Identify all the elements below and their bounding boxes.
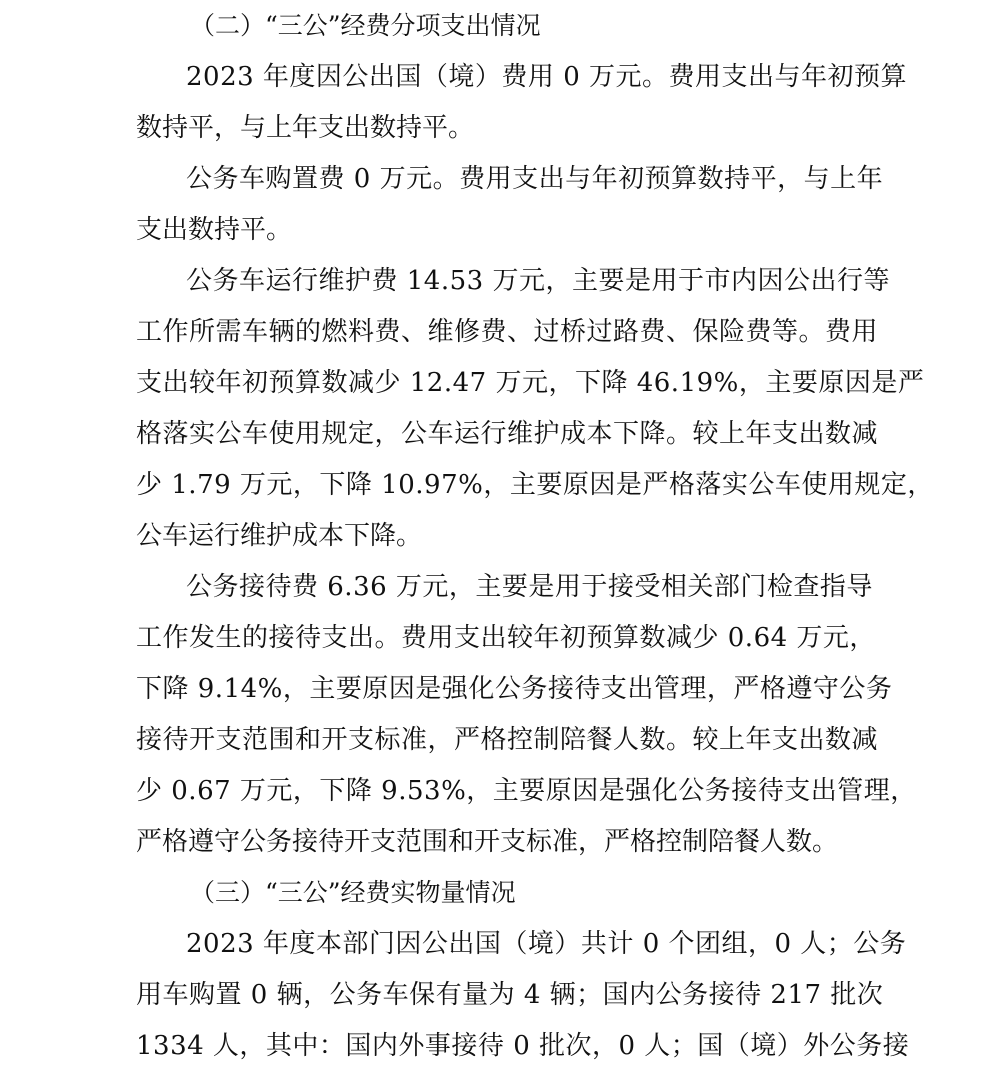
paragraph-line: 2023 年度因公出国（境）费用 0 万元。费用支出与年初预算 xyxy=(186,62,908,92)
paragraph-line: 用车购置 0 辆，公务车保有量为 4 辆；国内公务接待 217 批次 xyxy=(136,980,884,1010)
paragraph-line: 工作发生的接待支出。费用支出较年初预算数减少 0.64 万元， xyxy=(136,623,876,653)
section-heading-3: （三）“三公”经费实物量情况 xyxy=(190,878,516,907)
paragraph-line: 支出较年初预算数减少 12.47 万元，下降 46.19%，主要原因是严 xyxy=(136,368,925,398)
paragraph-line: 格落实公车使用规定，公车运行维护成本下降。较上年支出数减 xyxy=(136,419,879,449)
section-heading-2: （二）“三公”经费分项支出情况 xyxy=(190,11,541,40)
paragraph-line: 支出数持平。 xyxy=(136,215,293,245)
paragraph-line: 公务车购置费 0 万元。费用支出与年初预算数持平，与上年 xyxy=(186,164,884,194)
paragraph-line: 少 1.79 万元，下降 10.97%，主要原因是严格落实公车使用规定， xyxy=(136,470,934,500)
paragraph-line: 下降 9.14%，主要原因是强化公务接待支出管理，严格遵守公务 xyxy=(136,674,893,704)
paragraph-line: 严格遵守公务接待开支范围和开支标准，严格控制陪餐人数。 xyxy=(136,827,839,857)
paragraph-line: 公务接待费 6.36 万元，主要是用于接受相关部门检查指导 xyxy=(186,572,873,602)
paragraph-line: 1334 人，其中：国内外事接待 0 批次，0 人；国（境）外公务接 xyxy=(136,1031,910,1061)
paragraph-line: 公务车运行维护费 14.53 万元，主要是用于市内因公出行等 xyxy=(186,266,890,296)
paragraph-line: 数持平，与上年支出数持平。 xyxy=(136,113,475,143)
paragraph-line: 工作所需车辆的燃料费、维修费、过桥过路费、保险费等。费用 xyxy=(136,317,879,347)
paragraph-line: 2023 年度本部门因公出国（境）共计 0 个团组，0 人；公务 xyxy=(186,929,907,959)
paragraph-line: 公车运行维护成本下降。 xyxy=(136,521,423,551)
paragraph-line: 接待开支范围和开支标准，严格控制陪餐人数。较上年支出数减 xyxy=(136,725,879,755)
paragraph-line: 少 0.67 万元，下降 9.53%，主要原因是强化公务接待支出管理， xyxy=(136,776,917,806)
